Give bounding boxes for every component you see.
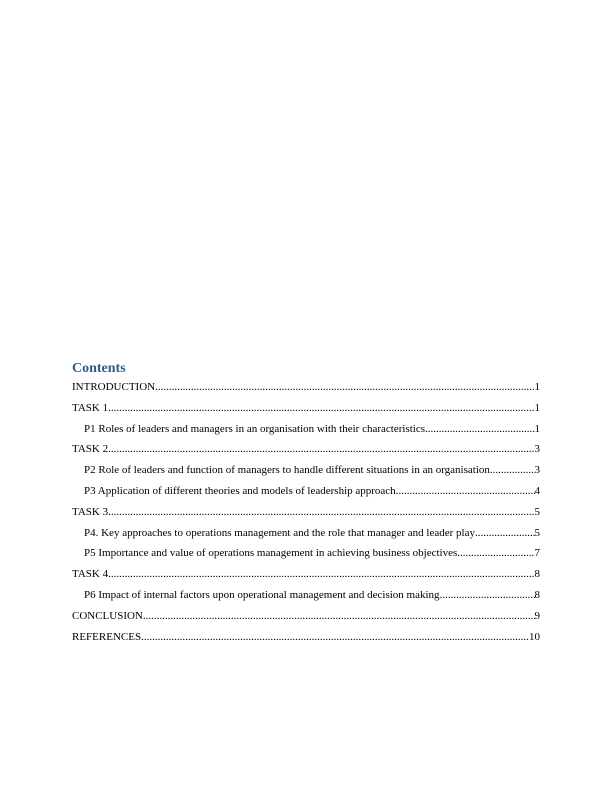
toc-entry-p2[interactable] (72, 463, 540, 484)
toc-entry-introduction[interactable] (72, 380, 540, 401)
toc-entry-page: 4 (534, 484, 540, 497)
toc-entry-page: 5 (534, 505, 540, 518)
toc-entry-title: P5 Importance and value of operations management in achieving business objectives (84, 547, 458, 560)
toc-entry-page: 10 (529, 630, 540, 643)
toc-entry-p6[interactable] (72, 588, 540, 609)
toc-entry-page: 8 (534, 568, 540, 581)
toc-entry-title: P2 Role of leaders and function of managers to handle different situations in an organisation (84, 464, 490, 477)
toc-entry-page: 8 (534, 588, 540, 601)
toc-entry-title: TASK 1 (72, 401, 109, 414)
toc-dot-leader (108, 505, 534, 519)
toc-entry-title: TASK 2 (72, 443, 109, 456)
toc-entry-page: 1 (534, 422, 540, 435)
toc-entry-title: TASK 4 (72, 568, 109, 581)
toc-dot-leader (108, 567, 534, 581)
toc-entry-title: P4. Key approaches to operations management and the role that manager and leader play (84, 526, 475, 539)
toc-dot-leader (457, 546, 534, 560)
toc-entry-page: 3 (534, 443, 540, 456)
toc-heading: Contents (72, 361, 126, 376)
toc-entry-p4[interactable] (72, 526, 540, 547)
toc-entry-page: 7 (534, 547, 540, 560)
toc-entry-title: REFERENCES (72, 630, 142, 643)
toc-entry-task-4[interactable] (72, 567, 540, 588)
toc-entry-task-3[interactable] (72, 505, 540, 526)
toc-dot-leader (108, 401, 534, 415)
toc-entry-page: 3 (534, 464, 540, 477)
toc-entry-title: TASK 3 (72, 505, 109, 518)
table-of-contents (72, 360, 540, 650)
toc-entry-page: 5 (534, 526, 540, 539)
toc-entry-title: INTRODUCTION (72, 381, 156, 393)
toc-dot-leader (425, 422, 535, 436)
toc-entry-p3[interactable] (72, 484, 540, 505)
toc-dot-leader (396, 484, 535, 498)
toc-dot-leader (108, 442, 534, 456)
toc-entry-title: CONCLUSION (72, 609, 143, 622)
toc-dot-leader (475, 526, 535, 540)
toc-entry-page: 9 (534, 609, 540, 622)
toc-entry-task-1[interactable] (72, 401, 540, 422)
toc-entry-title: P1 Roles of leaders and managers in an organisation with their characteristics (84, 422, 425, 435)
toc-dot-leader (141, 630, 529, 644)
toc-entry-page: 1 (534, 381, 540, 393)
toc-dot-leader (490, 463, 535, 477)
toc-entry-p5[interactable] (72, 546, 540, 567)
toc-entry-conclusion[interactable] (72, 609, 540, 630)
toc-entry-list (72, 380, 540, 650)
toc-entry-p1[interactable] (72, 422, 540, 443)
toc-dot-leader (143, 609, 535, 623)
toc-entry-task-2[interactable] (72, 442, 540, 463)
toc-dot-leader (440, 588, 535, 602)
toc-entry-references[interactable] (72, 630, 540, 651)
toc-entry-title: P6 Impact of internal factors upon operational management and decision making (84, 588, 440, 601)
toc-entry-title: P3 Application of different theories and models of leadership approach (84, 484, 396, 497)
toc-entry-page: 1 (534, 401, 540, 414)
toc-dot-leader (155, 380, 534, 394)
